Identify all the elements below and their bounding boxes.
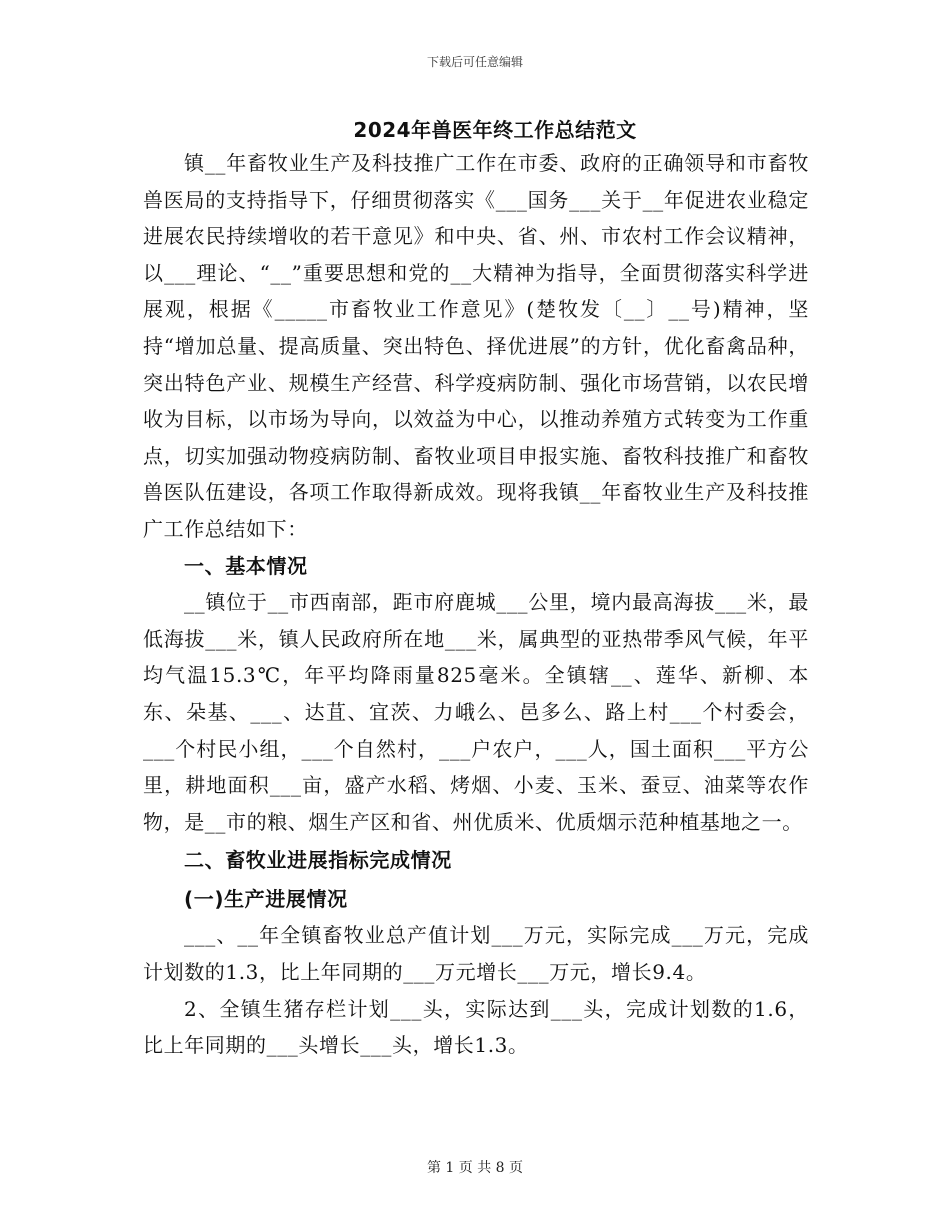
production-item-2: 2、全镇生猪存栏计划___头，实际达到___头，完成计划数的1.6，比上年同期的___头增长___头，增长1.3。 [143, 996, 809, 1058]
intro-paragraph: 镇__年畜牧业生产及科技推广工作在市委、政府的正确领导和市畜牧兽医局的支持指导下，仔细贯彻落实《___国务___关于__年促进农业稳定进展农民持续增收的若干意见》和中央、省、州、市农村工作会议精神，以___理论、“__”重要思想和党的__大精神为指导，全面贯彻落实科学进展观，根据《_____市畜牧业工作意见》(楚牧发〔__〕__号)精神，坚持“增加总量、提高质量、突出特色、择优进展”的方针，优化畜禽品种，突出特色产业、规模生产经营、科学疫病防制、强化市场营销，以农民增收为目标，以市场为导向，以效益为中心，以推动养殖方式转变为工作重点，切实加强动物疫病防制、畜牧业项目申报实施、畜牧科技推广和畜牧兽医队伍建设，各项工作取得新成效。现将我镇__年畜牧业生产及科技推广工作总结如下： [143, 151, 809, 541]
section-heading-indicators: 二、畜牧业进展指标完成情况 [184, 848, 452, 873]
production-item-1: ___、__年全镇畜牧业总产值计划___万元，实际完成___万元，完成计划数的1.3，比上年同期的___万元增长___万元，增长9.4。 [143, 923, 809, 985]
section-heading-basic-info: 一、基本情况 [184, 553, 308, 578]
document-body [143, 145, 809, 1064]
basic-info-paragraph: __镇位于__市西南部，距市府鹿城___公里，境内最高海拔___米，最低海拔___米，镇人民政府所在地___米，属典型的亚热带季风气候，年平均气温15.3℃，年平均降雨量825毫米。全镇辖__、莲华、新柳、本东、朵基、___、达苴、宜茨、力峨么、邑多么、路上村___个村委会，___个村民小组，___个自然村，___户农户，___人，国土面积___平方公里，耕地面积___亩，盛产水稻、烤烟、小麦、玉米、蚕豆、油菜等农作物，是__市的粮、烟生产区和省、州优质米、优质烟示范种植基地之一。 [143, 590, 809, 834]
header-note: 下载后可任意编辑 [426, 55, 523, 69]
document-title: 2024年兽医年终工作总结范文 [353, 118, 637, 142]
page-number: 第 1 页 共 8 页 [426, 1160, 524, 1176]
subsection-heading-production: (一)生产进展情况 [184, 886, 348, 911]
